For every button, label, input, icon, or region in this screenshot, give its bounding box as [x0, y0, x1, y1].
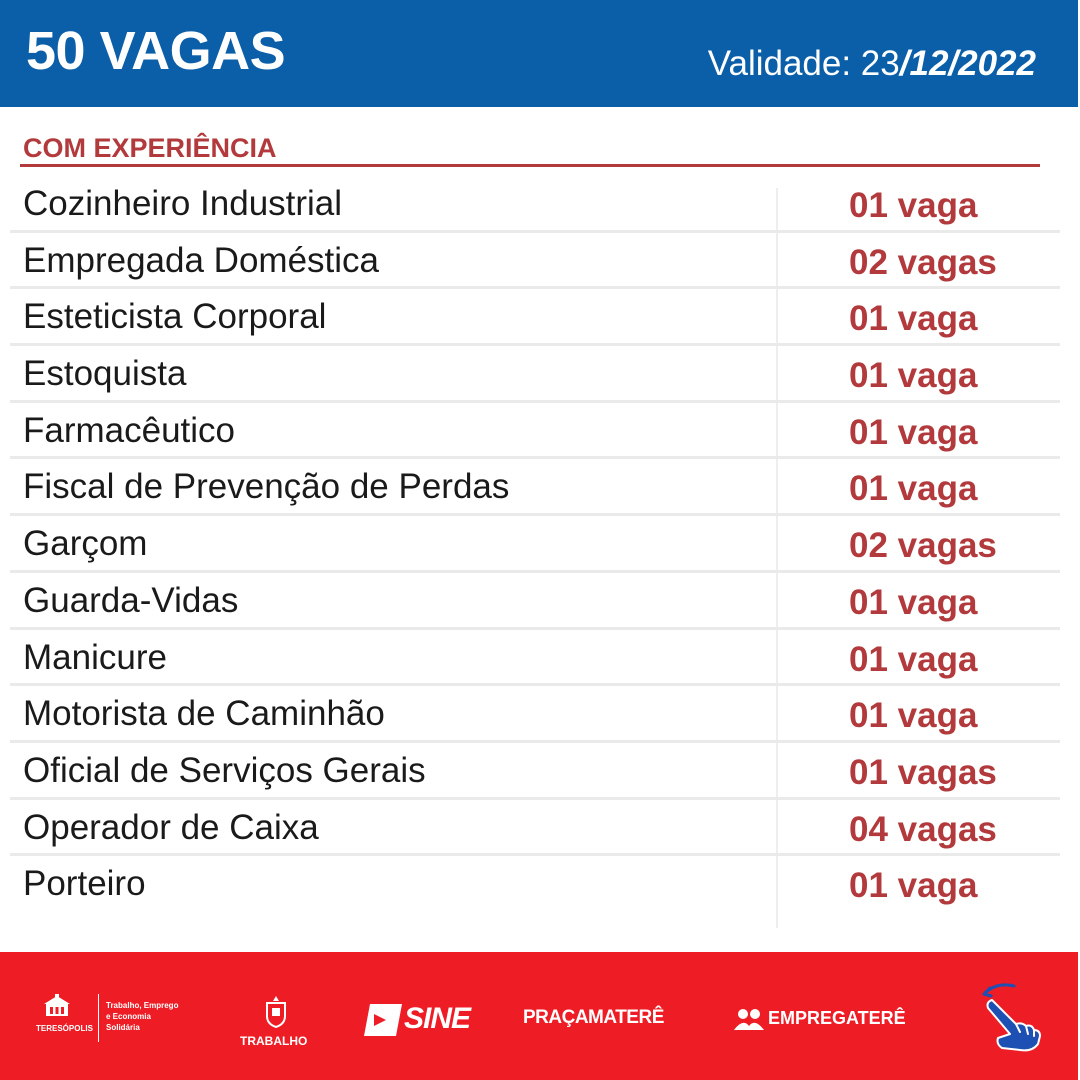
validity-label: Validade: 23 — [707, 44, 900, 83]
job-title: Estoquista — [23, 354, 187, 394]
job-openings: 01 vaga — [849, 582, 978, 622]
job-row — [10, 233, 1060, 290]
job-openings: 02 vagas — [849, 526, 997, 566]
job-title: Oficial de Serviços Gerais — [23, 750, 426, 790]
validity-date — [708, 44, 1036, 84]
job-row — [10, 516, 1060, 573]
sine-logo — [364, 1002, 480, 1046]
page-title: 50 VAGAS — [26, 21, 286, 81]
job-title: Cozinheiro Industrial — [23, 184, 343, 223]
job-openings: 01 vagas — [849, 752, 997, 792]
job-openings: 01 vaga — [849, 469, 978, 509]
job-row — [10, 743, 1060, 800]
job-openings: 01 vaga — [849, 639, 978, 679]
job-title: Garçom — [23, 524, 148, 564]
job-row — [10, 346, 1060, 403]
job-title: Motorista de Caminhão — [23, 694, 385, 734]
sine-mark-icon — [364, 1004, 402, 1036]
job-title: Guarda-Vidas — [23, 580, 239, 620]
job-openings: 04 vagas — [849, 809, 997, 849]
job-row — [10, 289, 1060, 346]
job-row — [10, 176, 1060, 233]
footer-logo-bar — [0, 952, 1078, 1080]
empregatere-label: EMPREGATERÊ — [768, 1008, 906, 1028]
job-row — [10, 459, 1060, 516]
job-row — [10, 800, 1060, 857]
section-title: COM EXPERIÊNCIA — [23, 133, 277, 163]
sine-label: SINE — [404, 1002, 471, 1035]
section-divider — [20, 164, 1040, 167]
job-title: Porteiro — [23, 864, 146, 904]
job-row — [10, 573, 1060, 630]
prefeitura-logo — [36, 994, 200, 1050]
job-title: Operador de Caixa — [23, 807, 319, 847]
prefeitura-department: Trabalho, Emprego e Economia Solidária — [106, 1001, 179, 1032]
job-row — [10, 856, 1060, 913]
job-openings: 01 vaga — [849, 696, 978, 736]
job-openings: 01 vaga — [849, 866, 978, 906]
job-title: Farmacêutico — [23, 410, 236, 450]
job-openings: 01 vaga — [849, 356, 978, 396]
job-title: Esteticista Corporal — [23, 297, 327, 337]
coat-of-arms-icon — [264, 996, 288, 1028]
job-openings: 01 vaga — [849, 186, 978, 225]
pointing-hand-icon — [976, 978, 1052, 1054]
trabalho-label: TRABALHO — [240, 1034, 308, 1048]
job-openings: 01 vaga — [849, 299, 978, 339]
job-row — [10, 686, 1060, 743]
job-title: Fiscal de Prevenção de Perdas — [23, 467, 510, 507]
job-openings: 01 vaga — [849, 412, 978, 452]
prefeitura-city: TERESÓPOLIS — [36, 1024, 93, 1033]
city-hall-icon — [44, 994, 70, 1016]
job-row — [10, 403, 1060, 460]
job-title: Empregada Doméstica — [23, 240, 379, 280]
people-icon — [734, 1008, 764, 1032]
job-list — [10, 176, 1060, 913]
logo-separator — [98, 994, 99, 1042]
trabalho-logo — [240, 996, 320, 1050]
job-openings: 02 vagas — [849, 242, 997, 282]
job-title: Manicure — [23, 637, 167, 677]
job-row — [10, 630, 1060, 687]
validity-date-value: /12/2022 — [899, 44, 1036, 83]
pracamatere-logo: PRAÇAMATERÊ — [523, 1007, 664, 1028]
header-banner — [0, 0, 1078, 107]
